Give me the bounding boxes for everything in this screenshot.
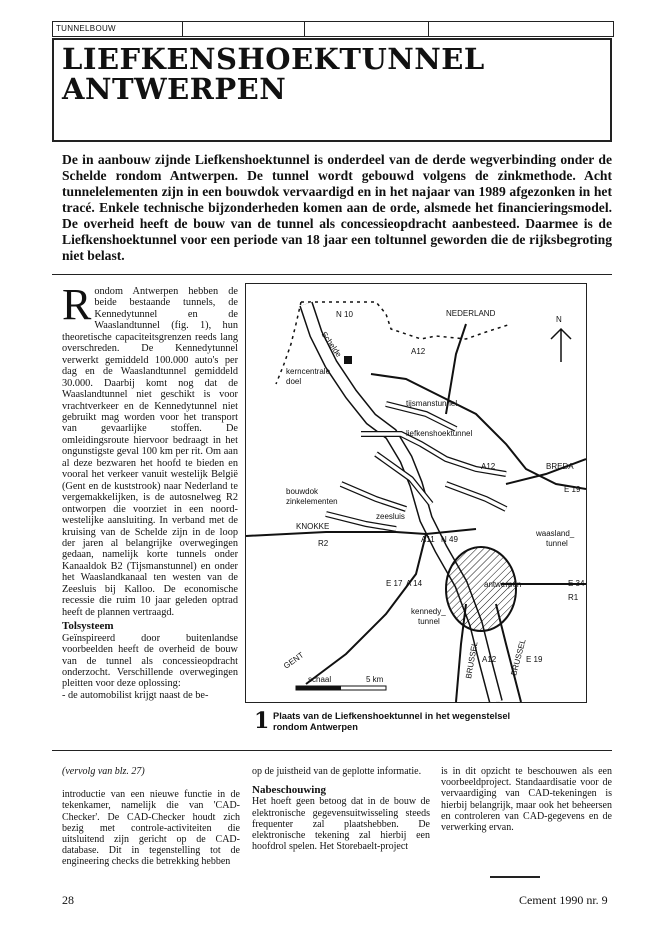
section-label: TUNNELBOUW <box>53 22 183 36</box>
label-liefkenshoektunnel: liefkenshoektunnel <box>406 429 473 438</box>
figure-number: 1 <box>254 708 270 734</box>
article-paragraph-3: - de automobilist krijgt naast de be- <box>62 689 209 701</box>
label-nederland: NEDERLAND <box>446 309 496 318</box>
label-north: N <box>556 315 562 324</box>
label-schelde: Schelde <box>319 329 344 359</box>
kerncentrale-marker <box>344 356 352 364</box>
label-kerncentrale: kerncentrale <box>286 367 331 376</box>
bottom-column-3: is in dit opzicht te beschouwen als een voorbeeldproject. Standaardisatie voor de vervaardiging van CAD-tekeningen is hierbij belangrijk, maar ook het beheersen en controleren van CAD-gegevens en de verwerking ervan. <box>441 766 612 834</box>
label-e34: E 34 <box>568 579 585 588</box>
label-n49: N 49 <box>441 535 458 544</box>
label-breda: BREDA <box>546 462 574 471</box>
label-brussel-1: BRUSSEL <box>464 640 480 680</box>
label-e17: E 17 <box>386 579 403 588</box>
continuation-note: (vervolg van blz. 27) <box>62 766 145 777</box>
article-paragraph-1: ondom Antwerpen hebben de beide bestaande tunnels, de Kennedytunnel en de Waaslandtunnel (fig. 1), hun theoretische capaciteitsgrenzen reeds lang overschreden. De Kennedytunnel verwerkt gemiddeld 100.000 auto's per dag en de Waaslandtunnel gemiddeld 30.000. Daarbij komt nog dat de Waaslandtunnel niet geschikt is voor vrachtverkeer en de Kennedytunnel niet gebruikt mag worden voor het transport van gevaarlijke stoffen. De omleidingsroute hiervoor bedraagt in het ongunstigste geval 100 km per rit. Om aan al deze bezwaren het hoofd te bieden en vooral het verkeer vanuit westelijk België (Gent en de kuststrook) naar Nederland te vergemakkelijken, is de autosnelweg R2 ontworpen die voorziet in een noord-westelijke aansluiting. In verband met de kruising van de Schelde zijn in de loop der jaren al belangrijke overwegingen gedaan, namelijk korte tunnels onder Kanaaldok B2 (Tijsmanstunnel) en onder het Waaslandkanaal ten westen van de Zeesluis bij Kalloo. De economische recessie die ruim 10 jaar geleden optrad heeft de plannen vertraagd. <box>62 286 238 618</box>
map-figure <box>245 283 587 703</box>
end-mark <box>490 876 540 878</box>
label-e19-right: E 19 <box>564 485 581 494</box>
figure-caption: Plaats van de Liefkenshoektunnel in het wegenstelsel rondom Antwerpen <box>273 711 511 732</box>
article-paragraph-2: Geïnspireerd door buitenlandse voorbeelden heeft de overheid de bouw van de tunnel als concessieopdracht onderzocht. Verschillende overwegingen pleitten voor deze oplossing: <box>62 632 238 690</box>
page-title: LIEFKENSHOEKTUNNEL ANTWERPEN <box>62 42 485 106</box>
lead-paragraph: De in aanbouw zijnde Liefkenshoektunnel is onderdeel van de derde wegverbinding onder de Schelde rondom Antwerpen. De tunnel wordt gebouwd volgens de zinkmethode. Acht tunnelelementen zijn in een bouwdok vervaardigd en in het najaar van 1989 afgezonken in het tracé. Enkele technische bijzonderheden komen aan de orde, alsmede het financieringsmodel. De overheid heeft de bouw van de tunnel als concessieopdracht aanbesteed. Daarmee is de Liefkenshoektunnel voor een periode van 18 jaar een toltunnel geworden die de rijksbegroting niet belast. <box>62 152 612 263</box>
label-r2: R2 <box>318 539 329 548</box>
label-zinkelementen: zinkelementen <box>286 497 338 506</box>
label-a12-bottom: A12 <box>482 655 497 664</box>
map-svg <box>246 284 586 702</box>
drop-cap: R <box>62 280 92 329</box>
label-bouwdok: bouwdok <box>286 487 319 496</box>
label-gent: GENT <box>281 650 306 671</box>
label-kennedytunnel: kennedy_ <box>411 607 446 616</box>
border-line <box>301 302 511 339</box>
label-tijsmanstunnel: tijsmanstunnel <box>406 399 458 408</box>
divider <box>52 274 612 275</box>
label-n10: N 10 <box>336 310 353 319</box>
journal-name: Cement 1990 nr. 9 <box>519 893 608 907</box>
bottom-column-1: (vervolg van blz. 27) introductie van een nieuwe functie in de tekenkamer, namelijk die van 'CAD-Checker'. De CAD-Checker houdt zich bezig met controle-activiteiten die uitsluitend zijn gericht op de CAD-database. Dit in tegenstelling tot de engineering checks die betrekking hebben <box>62 766 240 868</box>
label-schaal: schaal <box>308 675 332 684</box>
label-antwerpen: antwerpen <box>484 580 522 589</box>
article-column <box>62 280 238 701</box>
label-a12-mid: A12 <box>481 462 496 471</box>
label-a12-top: A12 <box>411 347 426 356</box>
road-e17 <box>306 534 426 684</box>
divider-bottom <box>52 750 612 751</box>
bottom-column-2: op de juistheid van de geplotte informatie. Nabeschouwing Het hoeft geen betoog dat in de bouw de elektronische gegevensuitwisseling steeds frequenter zal plaatshebben. De elektronische tekening zal hierbij een hoofdrol spelen. Het Storebaelt-project <box>252 766 430 853</box>
label-r1: R1 <box>568 593 579 602</box>
label-e19-bottom: E 19 <box>526 655 543 664</box>
label-waaslandtunnel: waasland_ <box>536 529 575 538</box>
label-scale-km: 5 km <box>366 675 384 684</box>
label-knokke: KNOKKE <box>296 522 330 531</box>
label-a11: A11 <box>421 535 435 544</box>
subheading-nabeschouwing: Nabeschouwing <box>252 784 326 797</box>
page-number: 28 <box>62 893 74 907</box>
antwerpen-city-area <box>446 547 516 631</box>
label-brussel-2: BRUSSEL <box>509 638 528 677</box>
label-a14: A 14 <box>406 579 423 588</box>
label-zeesluis: zeesluis <box>376 512 405 521</box>
label-waaslandtunnel-2: tunnel <box>546 539 568 548</box>
subheading-tolsysteem: Tolsysteem <box>62 620 114 633</box>
label-kennedytunnel-2: tunnel <box>418 617 440 626</box>
label-doel: doel <box>286 377 302 386</box>
section-header-bar <box>52 21 614 37</box>
north-arrow-icon <box>551 329 571 362</box>
